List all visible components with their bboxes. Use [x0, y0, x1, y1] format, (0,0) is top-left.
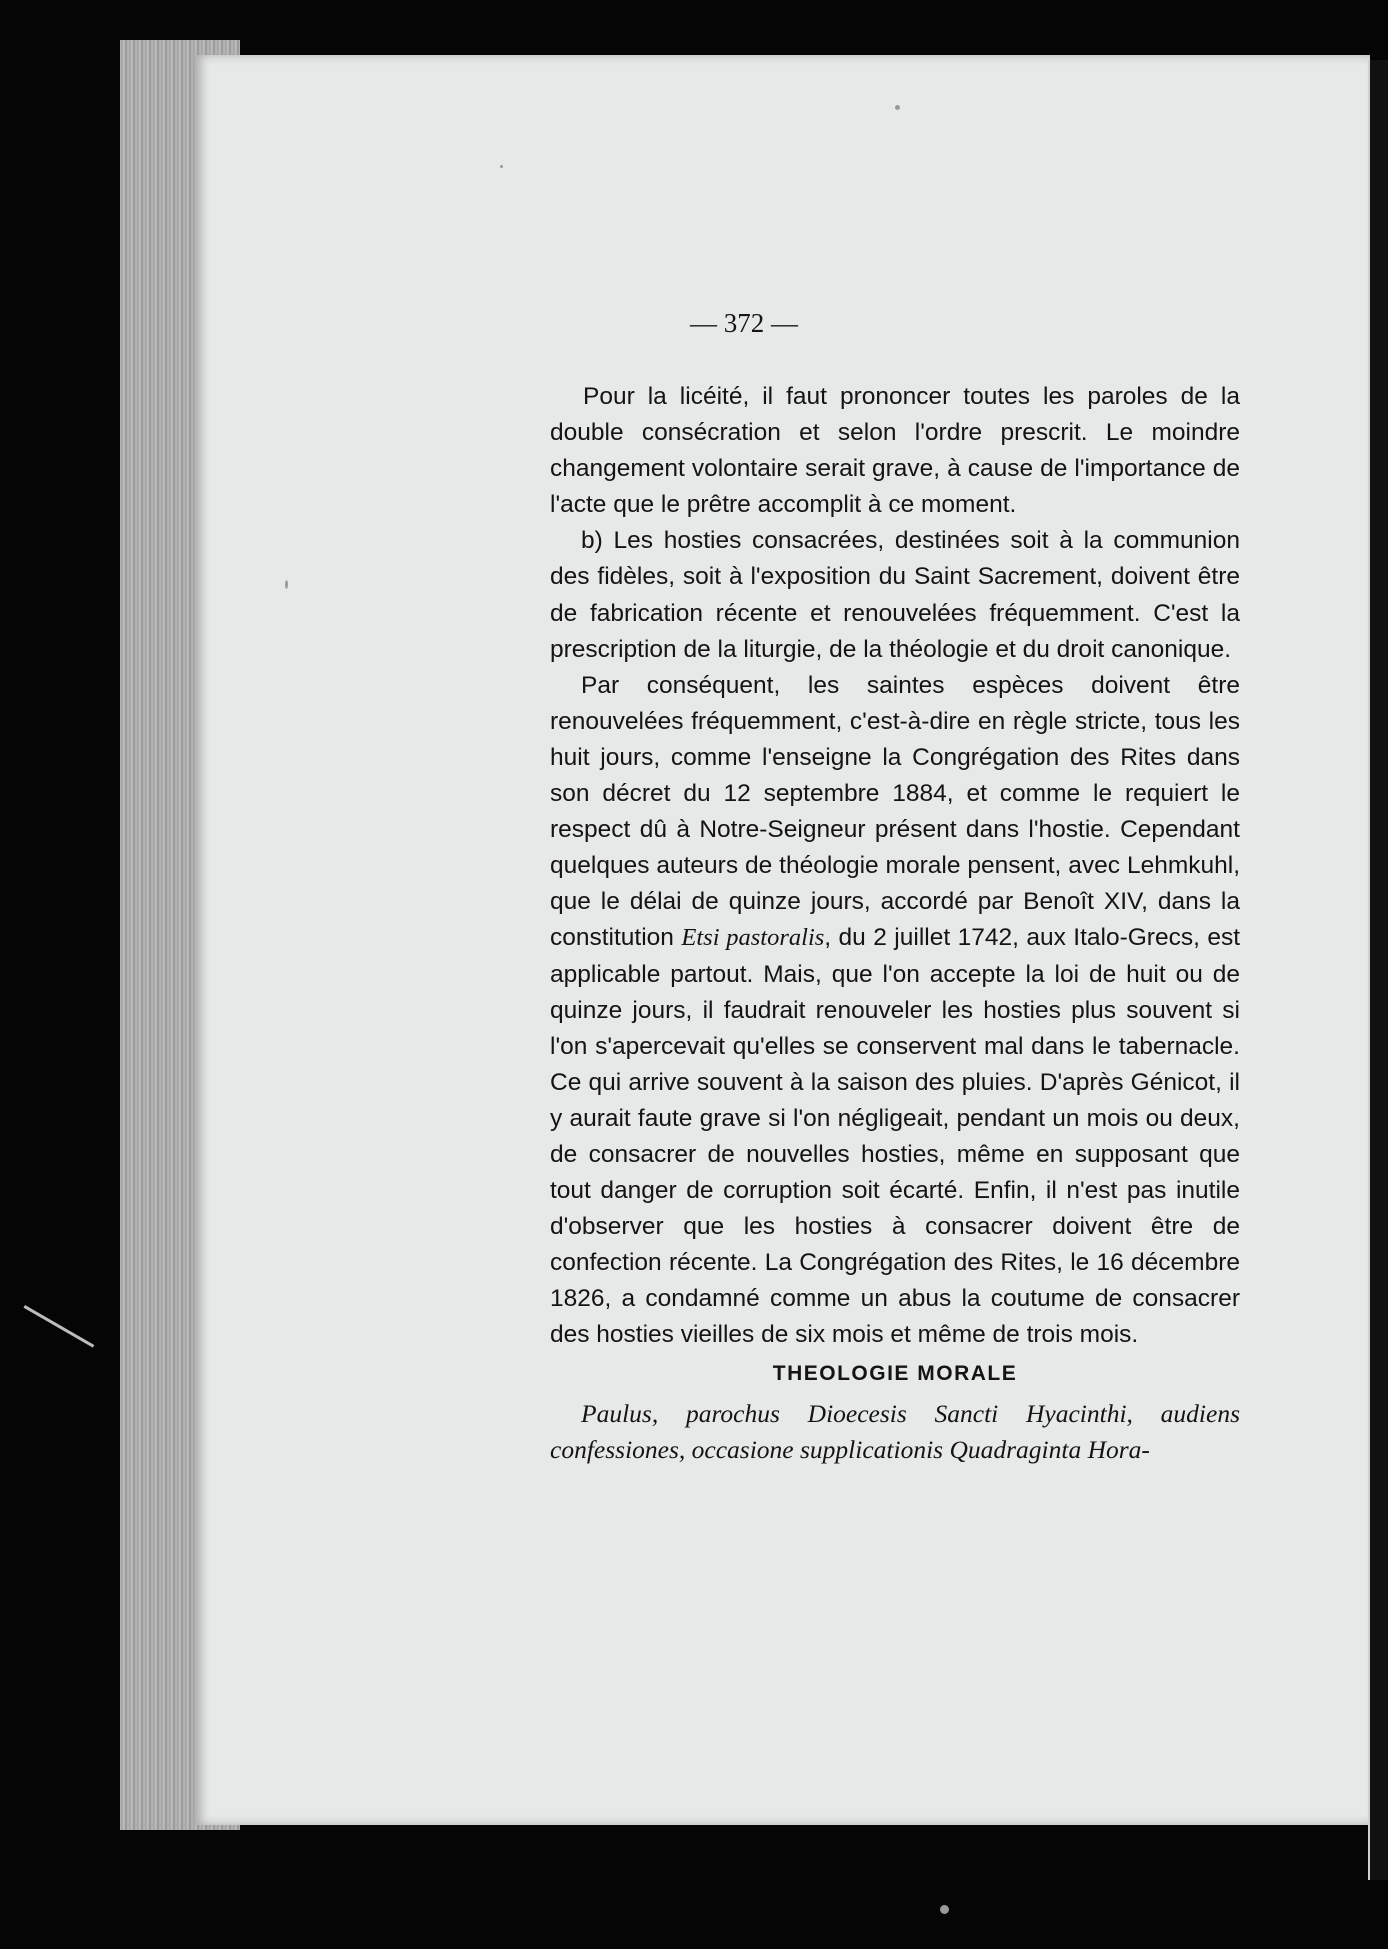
paragraph-2: b) Les hosties consacrées, destinées soit à la communion des fidèles, soit à l'exposition du Saint Sacrement, doivent être de fabrication récente et renouvelées fréquemment. C'est la prescription de la liturgie, de la théologie et du droit canonique.	[550, 527, 1240, 663]
paragraph-3	[550, 668, 1240, 1354]
paragraph-3-text-b: , du 2 juillet 1742, aux Italo-Grecs, est applicable partout. Mais, que l'on accepte la loi de huit ou de quinze jours, il faudrait renouveler les hosties plus souvent si l'on s'apercevait qu'elles se conservent mal dans le tabernacle. Ce qui arrive souvent à la saison des pluies. D'après Génicot, il y aurait faute grave si l'on négligeait, pendant un mois ou deux, de consacrer de nouvelles hosties, même en supposant que tout danger de corruption soit écarté. Enfin, il n'est pas inutile d'observer que les hosties à consacrer doivent être de confection récente. La Congrégation des Rites, le 16 décembre 1826, a condamné comme un abus la coutume de consacrer des hosties vieilles de six mois et même de trois mois.	[550, 924, 1241, 1349]
dust-speck	[500, 165, 503, 168]
paragraph-3-italic-title: Etsi pastoralis	[681, 924, 825, 952]
body-text	[550, 379, 1240, 1468]
latin-case-text: Paulus, parochus Dioecesis Sancti Hyacinthi, audiens confessiones, occasione supplicationis Quadraginta Hora-	[550, 1398, 1240, 1464]
paragraph-1: Pour la licéité, il faut prononcer toutes les paroles de la double consécration et selon l'ordre prescrit. Le moindre changement volontaire serait grave, à cause de l'importance de l'acte que le prêtre accomplit à ce moment.	[550, 383, 1240, 519]
dust-speck	[940, 1905, 949, 1914]
paragraph-3-text-a: Par conséquent, les saintes espèces doivent être renouvelées fréquemment, c'est-à-dire en règle stricte, tous les huit jours, comme l'enseigne la Congrégation des Rites dans son décret du 12 septembre 1884, et comme le requiert le respect dû à Notre-Seigneur présent dans l'hostie. Cependant quelques auteurs de théologie morale pensent, avec Lehmkuhl, que le délai de quinze jours, accordé par Benoît XIV, dans la constitution	[550, 671, 1240, 952]
fold-mark	[0, 1305, 94, 1400]
dust-speck	[895, 105, 900, 110]
dust-speck	[285, 580, 288, 589]
section-heading: THEOLOGIE MORALE	[772, 1361, 1018, 1385]
page-number: — 372 —	[690, 308, 798, 338]
